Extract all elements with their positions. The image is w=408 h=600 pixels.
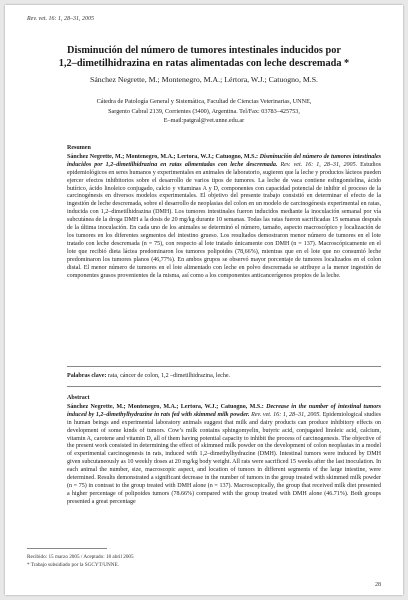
abstract-text <box>67 404 381 507</box>
page-number: 28 <box>375 582 381 588</box>
abstract-section <box>67 395 381 507</box>
title-line-1: Disminución del número de tumores intestinales inducidos por <box>67 45 341 56</box>
resumen-cite-authors: Sánchez Negrette, M.; Montenegro, M.A.; Lertora, W.J.; Catuogno, M.S.: <box>67 153 258 160</box>
abstract-heading: Abstract <box>67 395 90 401</box>
resumen-cite-ref: Rev. vet. 16: 1, 28–31, 2005. <box>280 161 358 168</box>
resumen-body: Estudios epidemiológicos en seres humanos y experimentales en animales de laboratorio, sugieren que la leche y productos lácteos pueden ejercer efectos inhibitorios sobre el desarrollo de varios tipos de tumores. La leche de vaca contiene esfingomielina, ácido butírico, ácido linoleico conjugado, calcio y vitaminas A y D, componentes con capacidad potencial de inhibir el proceso de la carcinogénesis en diversos modelos experimentales. El objetivo del presente trabajo consistió en determinar el efecto de la ingestión de leche descremada, sobre el desarrollo de neoplasias del colon en un modelo de carcinogénesis experimental en ratas, inducida con 1,2–dimetilhidrazina (DMH). Los tumores intestinales fueron inducidos mediante la inoculación semanal por vía subcutánea de la droga DMH a la dosis de 20 mg/kg durante 10 semanas. Todas las ratas fueron sacrificadas 15 semanas después de la última inoculación. En cada uno de los animales se determinó el número, tamaño, aspecto macroscópico y localización de los tumores en los diferentes segmentos del intestino grueso. Los resultados demostraron menor número de tumores en el lote tratado con leche descremada (n = 75), con respecto al lote tratado únicamente con DMH (n = 137). Macroscópicamente en el lote que recibió dieta láctea predominaron los tumores polipoides (78,66%), mientras que en el lote que no consumió leche predominaron los tumores planos (46,77%). En ambos grupos se observó mayor porcentaje de tumores localizados en el colon distal. El menor número de tumores en el lote alimentado con leche en polvo descremada se atribuye a la menor ingestión de componentes grasos provenientes de la misma, así como a los componentes anticancerígenos propios de la leche. <box>67 161 382 279</box>
running-head: Rev. vet. 16: 1, 28–31, 2005 <box>27 16 95 22</box>
footnote-divider <box>27 548 107 549</box>
abstract-cite-title: Decrease in the number of intestinal tumors induced by 1,2–dimethylhydrazine in rats fed with skimmed milk powder. <box>67 403 381 418</box>
divider <box>67 366 381 367</box>
abstract-cite-authors: Sánchez Negrette, M.; Montenegro, M.A.; Lertora, W.J.; Catuogno, M.S.: <box>67 403 264 410</box>
keywords-text: rata, cáncer de colon, 1,2 –dimetilhidrazina, leche. <box>107 373 231 379</box>
affiliation-line: Sargento Cabral 2139, Corrientes (3400), Argentina. Tel/Fax: 03783–425753, <box>108 107 300 115</box>
paper-page <box>5 5 403 595</box>
affiliation-email[interactable]: E–mail:patgral@vet.unne.edu.ar <box>163 117 245 124</box>
authors: Sánchez Negrette, M.; Montenegro, M.A.; Lértora, W.J.; Catuogno, M.S. <box>89 75 319 84</box>
footnote-received: Recibido: 15 marzo 2005 / Aceptado: 18 abril 2005 <box>27 554 134 560</box>
divider <box>67 386 381 387</box>
resumen-cite-title: Disminución del número de tumores intestinales inducidos por 1,2–dimetilhidrazina en ratas alimentadas con leche descremada. <box>67 153 381 168</box>
article-title <box>25 45 383 70</box>
keywords-label: Palabras clave: <box>67 373 107 379</box>
footnote-funding: * Trabajo subsidiado por la SGCYT/UNNE. <box>27 562 119 568</box>
resumen-heading: Resumen <box>67 145 91 151</box>
abstract-body: Epidemiological studies in human beings and experimental laboratory animals suggest that milk and dairy products can produce inhibitory effects on development of some kinds of tumors. Cow’s milk contains sphingomyelin, butyric acid, conjugated linoleic acid, calcium, vitamin A, carotene and vitamin D, all of them having potential capacity to inhibit the process of carcinogenesis. The objective of the present work consisted in determining the effect of skimmed milk powder on the development of colon neoplasias in a model of experimental carcinogenesis in rats, induced with 1,2–dimethylhydrazine (DMH). Intestinal tumors were induced by DMH given subcutaneously as 10 weekly doses at 20 mg/kg body weight. All rats were sacrificed 15 weeks after the last inoculation. In each animal the number, size, macroscopic aspect, and location of tumors in different segments of the large intestine, were determined. Results demonstrated a significant decrease in the number of tumors in the group treated with skimmed milk powder (n = 75) in contrast to the group treated with DMH alone (n = 137). Macroscopically, the group that received milk diet presented a higher percentage of polipoides tumors (78.66%) compared with the group treated with DMH alone (46.71%). Both groups presented a great percentage <box>67 411 382 505</box>
affiliation-line: Cátedra de Patología General y Sistemática, Facultad de Ciencias Veterinarias, UNNE, <box>96 98 312 105</box>
resumen-text <box>67 154 381 281</box>
affiliation <box>45 97 363 126</box>
title-line-2: 1,2–dimetilhidrazina en ratas alimentadas con leche descremada * <box>58 57 350 69</box>
resumen-section <box>67 145 381 280</box>
abstract-cite-ref: Rev. vet. 16: 1, 28–31, 2005. <box>251 411 321 418</box>
keywords <box>67 373 381 381</box>
